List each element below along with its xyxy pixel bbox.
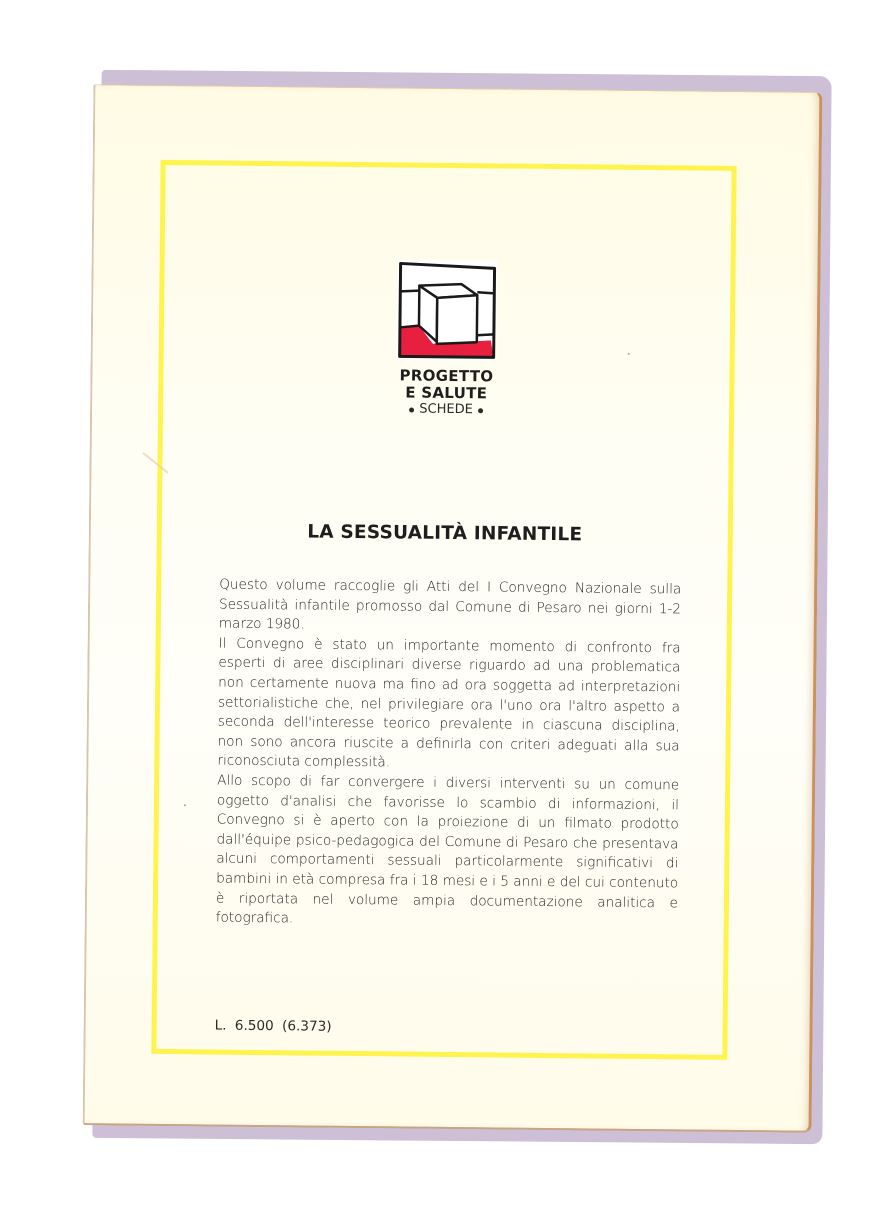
publisher-logo [163,257,731,421]
blurb-paragraph: Il Convegno è stato un importante momento di confronto fra esperti di aree disciplinari diverse riguardo ad una problematica non certamente nuova ma fino ad ora soggetta ad interpretazioni settorialistiche che, nel privilegiare ora l'uno ora l'altro aspetto a seconda dell'interesse teorico prevalente in ciascuna disciplina, non sono ancora riuscite a definirla con criteri adeguati alla sua riconosciuta complessità. [217,635,681,771]
blurb-paragraph: Questo volume raccoglie gli Atti del I Convegno Nazionale sulla Sessualità infantile promosso dal Comune di Pesaro nei giorni 1-2 marzo 1980. [218,576,682,633]
cube-in-box-icon [397,259,498,360]
logo-text-salute: E SALUTE [405,383,488,403]
bullet-icon [478,408,483,413]
price-label: L. 6.500 (6.373) [214,1017,332,1035]
book-back-cover [83,84,823,1133]
paper-speck [628,353,630,355]
blurb-paragraph: Allo scopo di far convergere i diversi interventi su un comune oggetto d'analisi che favorisse lo scambio di informazioni, il Convegno si è aperto con la proiezione di un filmato prodotto dall'équipe psico-pedagogica del Comune di Pesaro che presentava alcuni comportamenti sessuali particolarmente significativi di bambini in età compresa fra i 18 mesi e i 5 anni e del cui contenuto è riportata nel volume ampia documentazione analitica e fotografica. [215,772,680,927]
yellow-frame [151,160,736,1060]
logo-text-schede: SCHEDE [419,401,473,418]
blurb-text [216,576,682,934]
bullet-icon [409,407,414,412]
logo-text-progetto: PROGETTO [399,366,494,386]
paper-speck [184,804,186,806]
book-title: LA SESSUALITÀ INFANTILE [307,521,583,546]
logo-series-label [409,402,483,419]
